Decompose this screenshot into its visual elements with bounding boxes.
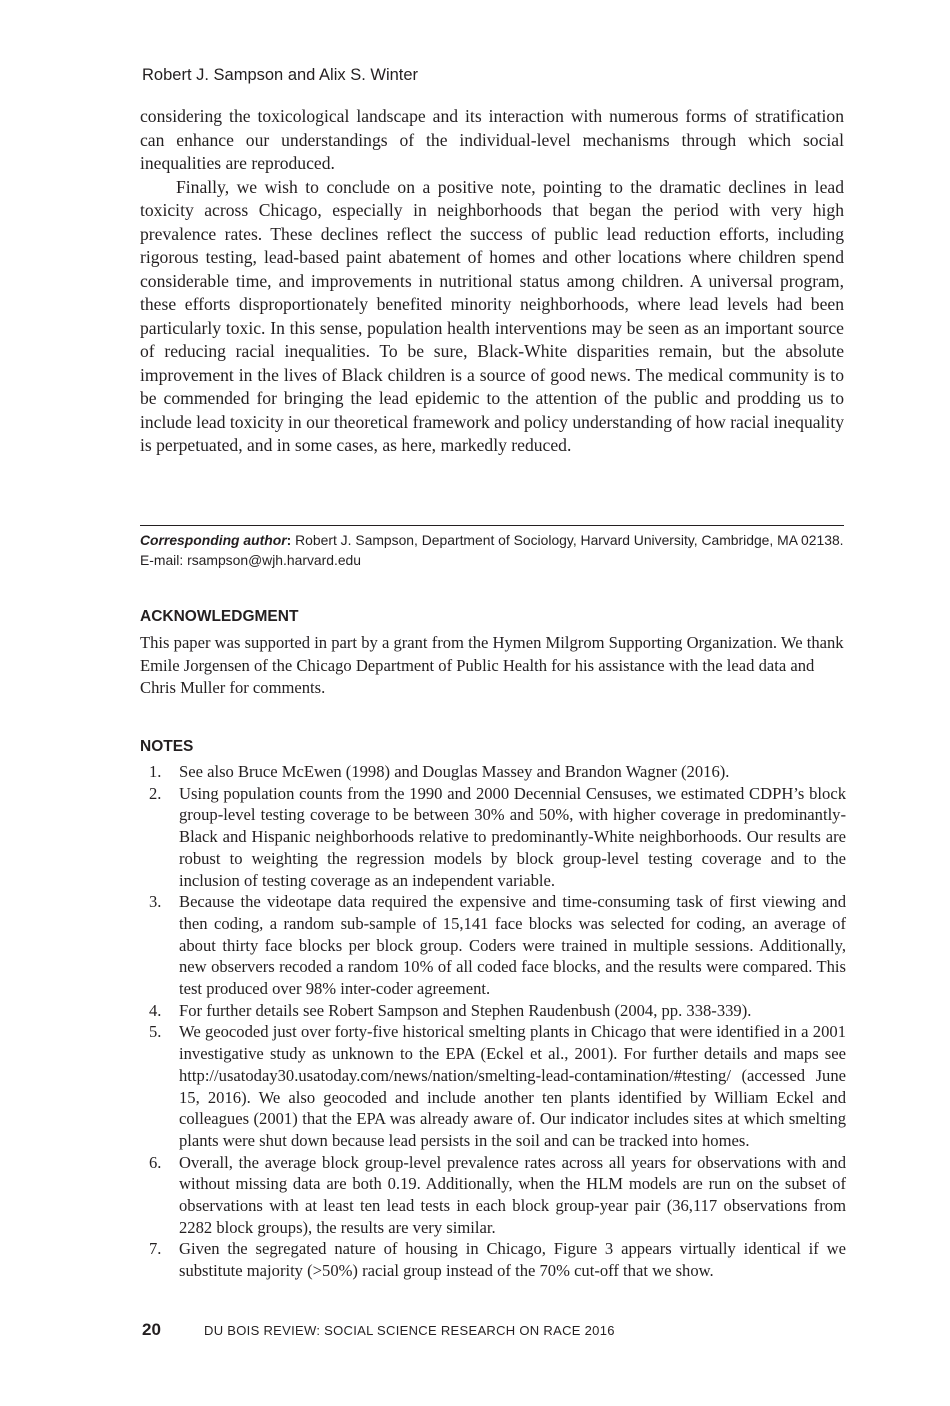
note-item	[140, 891, 846, 1000]
corresponding-author-text: Robert J. Sampson, Department of Sociology, Harvard University, Cambridge, MA 02138. E-mail: rsampson@wjh.harvard.edu	[140, 532, 844, 568]
note-number: 6.	[149, 1152, 162, 1172]
note-text: We geocoded just over forty-five historical smelting plants in Chicago that were identified in a 2001 investigative study as unknown to the EPA (Eckel et al., 2001). For further details and maps see http://usatoday30.usatoday.com/news/nation/smelting-lead-contamination/#testing/ (accessed June 15, 2016). We also geocoded and include another ten plants identified by William Eckel and colleagues (2001) that the EPA was already aware of. Our indicator includes sites at which smelting plants were shut down because lead persists in the soil and can be tracked into homes.	[179, 1022, 846, 1150]
note-number: 1.	[149, 762, 162, 781]
running-head: Robert J. Sampson and Alix S. Winter	[142, 66, 419, 84]
note-number: 4.	[149, 1000, 162, 1020]
corresponding-author	[140, 530, 848, 570]
body-text	[140, 105, 844, 458]
note-number: 2.	[149, 783, 162, 803]
notes-heading: NOTES	[140, 738, 194, 755]
note-item	[140, 1238, 846, 1281]
page-number: 20	[142, 1320, 161, 1339]
page-footer	[142, 1320, 615, 1340]
paragraph-continued: considering the toxicological landscape and its interaction with numerous forms of stratification can enhance our understandings of the individual-level mechanisms through which social inequalities are reproduced.	[140, 106, 844, 173]
note-number: 3.	[149, 892, 162, 912]
notes-list	[140, 761, 846, 1282]
note-text: Because the videotape data required the expensive and time-consuming task of first viewing and then coding, a random sub-sample of 15,141 face blocks was selected for coding, an average of about thirty face blocks per block group. Coders were trained in multiple sessions. Additionally, new observers recoded a random 10% of all coded face blocks, and the results were compared. This test produced over 98% inter-coder agreement.	[179, 892, 846, 999]
note-number: 7.	[149, 1239, 162, 1259]
note-item	[140, 1000, 846, 1022]
journal-title: DU BOIS REVIEW: SOCIAL SCIENCE RESEARCH ON RACE 2016	[204, 1323, 615, 1338]
note-text: See also Bruce McEwen (1998) and Douglas Massey and Brandon Wagner (2016).	[179, 762, 730, 781]
note-item	[140, 783, 846, 892]
paragraph-conclusion: Finally, we wish to conclude on a positive note, pointing to the dramatic declines in lead toxicity across Chicago, especially in neighborhoods that began the period with very high prevalence rates. These declines reflect the success of public lead reduction efforts, including rigorous testing, lead-based paint abatement of homes and other locations where children spend considerable time, and improvements in nutritional status among children. A universal program, these efforts disproportionately benefited minority neighborhoods, where lead levels had been particularly toxic. In this sense, population health interventions may be seen as an important source of reducing racial inequalities. To be sure, Black-White disparities remain, but the absolute improvement in the lives of Black children is a source of good news. The medical community is to be commended for bringing the lead epidemic to the attention of the public and prodding us to include lead toxicity in our theoretical framework and policy understanding of how racial inequality is perpetuated, and in some cases, as here, markedly reduced.	[140, 176, 845, 455]
note-item	[140, 761, 846, 783]
note-text: Given the segregated nature of housing in Chicago, Figure 3 appears virtually identical if we substitute majority (>50%) racial group instead of the 70% cut-off that we show.	[179, 1239, 846, 1281]
note-item	[140, 1152, 846, 1239]
note-item	[140, 1021, 846, 1151]
note-text: For further details see Robert Sampson and Stephen Raudenbush (2004, pp. 338-339).	[179, 1000, 752, 1020]
note-text: Overall, the average block group-level prevalence rates across all years for observations with and without missing data are both 0.19. Additionally, when the HLM models are run on the subset of observations with at least ten lead tests in each block group-year pair (36,117 observations from 2282 block groups), the results are very similar.	[179, 1152, 846, 1237]
footnote-rule	[140, 525, 844, 526]
corresponding-author-colon: :	[286, 532, 292, 548]
note-number: 5.	[149, 1022, 162, 1042]
note-text: Using population counts from the 1990 and 2000 Decennial Censuses, we estimated CDPH’s block group-level testing coverage to be between 30% and 50%, with higher coverage in predominantly-Black and Hispanic neighborhoods relative to predominantly-White neighborhoods. Our results are robust to weighting the regression models by block group-level testing coverage and to the inclusion of testing coverage as an independent variable.	[179, 783, 846, 890]
acknowledgment-text: This paper was supported in part by a grant from the Hymen Milgrom Supporting Organization. We thank Emile Jorgensen of the Chicago Department of Public Health for his assistance with the lead data and Chris Muller for comments.	[140, 633, 844, 697]
corresponding-author-label: Corresponding author	[140, 532, 287, 548]
acknowledgment-heading: ACKNOWLEDGMENT	[140, 608, 299, 625]
